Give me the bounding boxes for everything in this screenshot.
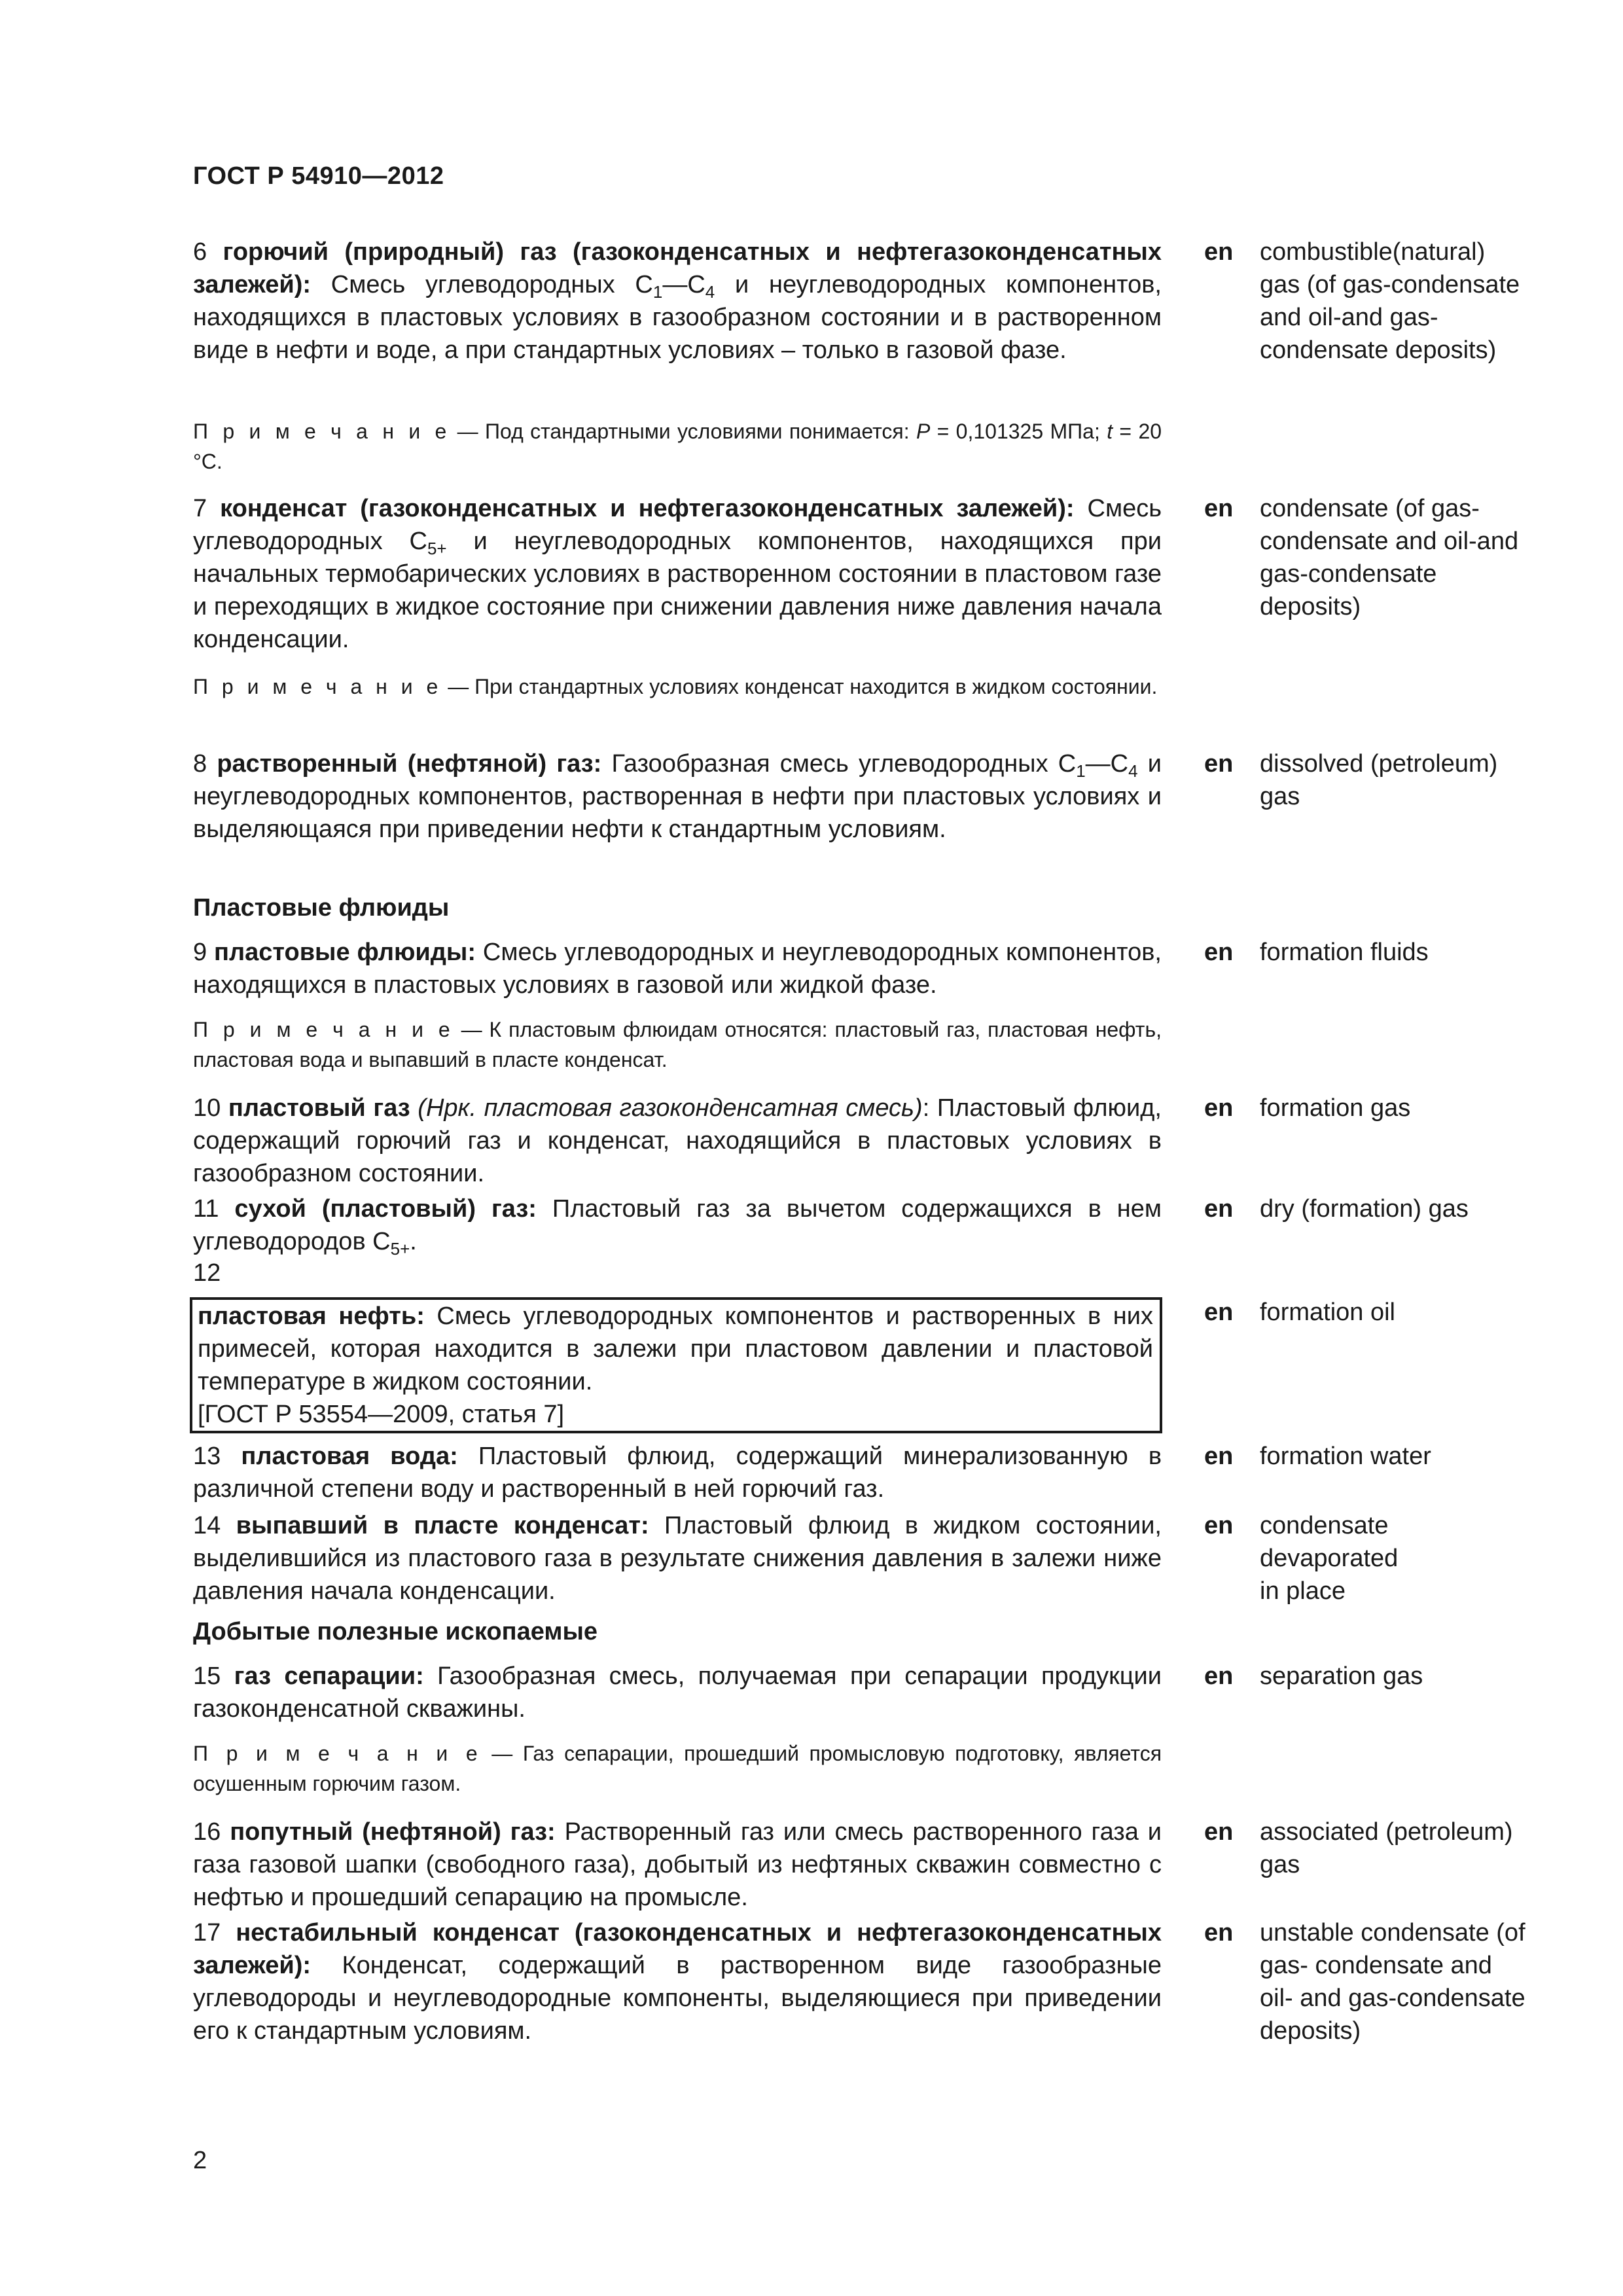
term-text: 15 газ сепарации: Газообразная смесь, получаемая при сепарации продукции газоконденсатной скважины. [193,1662,1162,1723]
term-text: 8 растворенный (нефтяной) газ: Газообразная смесь углеводородных $C_1—C_4$ и неуглеводородных компонентов, растворенная в нефти при пластовых условиях и выделяющаяся при приведении нефти к стандартным условиям. [193,750,1162,843]
note-7: П р и м е ч а н и е — При стандартных условиях конденсат находится в жидком состоянии. [193,675,1158,698]
term-text: 17 нестабильный конденсат (газоконденсатных и нефтегазоконденсатных залежей): Конденсат, содержащий в растворенном виде газообразные углеводороды и неуглеводородные компоненты, выделяющиеся при приведении его к стандартным условиям. [193,1919,1162,2045]
note-9: П р и м е ч а н и е — К пластовым флюидам относятся: пластовый газ, пластовая нефть, пластовая вода и выпавший в пласте конденсат. [193,1018,1162,1071]
term-text: пластовая нефть: Смесь углеводородных компонентов и растворенных в них примесей, которая находится в залежи при пластовом давлении и пластовой температуре в жидком состоянии. [ГОСТ Р 53554—2009, статья 7] [198,1302,1153,1428]
english-equivalent: dissolved (petroleum) gas [1260,750,1498,810]
english-equivalent: formation gas [1260,1094,1411,1122]
reference: [ГОСТ Р 53554—2009, статья 7] [198,1401,565,1428]
lang-tag: en [1204,1919,1234,1946]
english-equivalent: unstable condensate (of gas- condensate and oil- and gas-condensate deposits) [1260,1919,1525,2045]
english-equivalent: condensate (of gas-condensate and oil-and gas-condensate deposits) [1260,495,1519,620]
term-box-12 [190,1297,1162,1433]
lang-tag: en [1204,1662,1234,1690]
english-equivalent: dry (formation) gas [1260,1195,1469,1223]
lang-tag: en [1204,939,1234,966]
english-equivalent: formation water [1260,1443,1431,1470]
term-text: 11 сухой (пластовый) газ: Пластовый газ за вычетом содержащихся в нем углеводородов $C_{5+}$. [193,1195,1162,1259]
english-equivalent: combustible(natural) gas (of gas-condensate and oil-and gas-condensate deposits) [1260,238,1520,364]
lang-tag: en [1204,1818,1234,1846]
english-equivalent: formation fluids [1260,939,1429,966]
term-text: 9 пластовые флюиды: Смесь углеводородных и неуглеводородных компонентов, находящихся в пластовых условиях в газовой или жидкой фазе. [193,939,1162,999]
term-text: 10 пластовый газ (Нрк. пластовая газоконденсатная смесь): Пластовый флюид, содержащий горючий газ и конденсат, находящийся в пластовых условиях в газообразном состоянии. [193,1094,1162,1187]
note-6: П р и м е ч а н и е — Под стандартными условиями понимается: P = 0,101325 МПа; t = 20 °C. [193,420,1162,473]
english-equivalent: formation oil [1260,1299,1395,1326]
note-15: П р и м е ч а н и е — Газ сепарации, прошедший промысловую подготовку, является осушенным горючим газом. [193,1742,1162,1795]
term-text: 7 конденсат (газоконденсатных и нефтегазоконденсатных залежей): Смесь углеводородных $C_{5+}$ и неуглеводородных компонентов, находящихся при начальных термобарических условиях в растворенном состоянии в пластовом газе и переходящих в жидкое состояние при снижении давления ниже давления начала конденсации. [193,495,1162,653]
lang-tag: en [1204,1443,1234,1470]
lang-tag: en [1204,1195,1234,1223]
term-text: 6 горючий (природный) газ (газоконденсатных и нефтегазоконденсатных залежей): Смесь углеводородных $C_1—C_4$ и неуглеводородных компонентов, находящихся в пластовых условиях в газообразном состоянии и в растворенном виде в нефти и воде, а при стандартных условиях – только в газовой фазе. [193,238,1162,364]
lang-tag: en [1204,1512,1234,1539]
lang-tag: en [1204,1299,1234,1326]
term-number-12: 12 [193,1259,221,1287]
lang-tag: en [1204,495,1234,522]
term-text: 14 выпавший в пласте конденсат: Пластовый флюид в жидком состоянии, выделившийся из пластового газа в результате снижения давления в залежи ниже давления начала конденсации. [193,1512,1162,1605]
term-text: 13 пластовая вода: Пластовый флюид, содержащий минерализованную в различной степени воду и растворенный в ней горючий газ. [193,1443,1162,1503]
english-equivalent: condensate devaporated in place [1260,1512,1399,1605]
lang-tag: en [1204,238,1234,266]
page-number: 2 [193,2147,207,2174]
english-equivalent: associated (petroleum) gas [1260,1818,1513,1878]
section-title-formation-fluids: Пластовые флюиды [193,894,450,922]
term-text: 16 попутный (нефтяной) газ: Растворенный газ или смесь растворенного газа и газа газовой шапки (свободного газа), добытый из нефтяных скважин совместно с нефтью и прошедший сепарацию на промысле. [193,1818,1162,1911]
english-equivalent: separation gas [1260,1662,1423,1690]
section-title-extracted-minerals: Добытые полезные ископаемые [193,1618,598,1645]
lang-tag: en [1204,1094,1234,1122]
lang-tag: en [1204,750,1234,778]
document-header: ГОСТ Р 54910—2012 [193,162,444,190]
